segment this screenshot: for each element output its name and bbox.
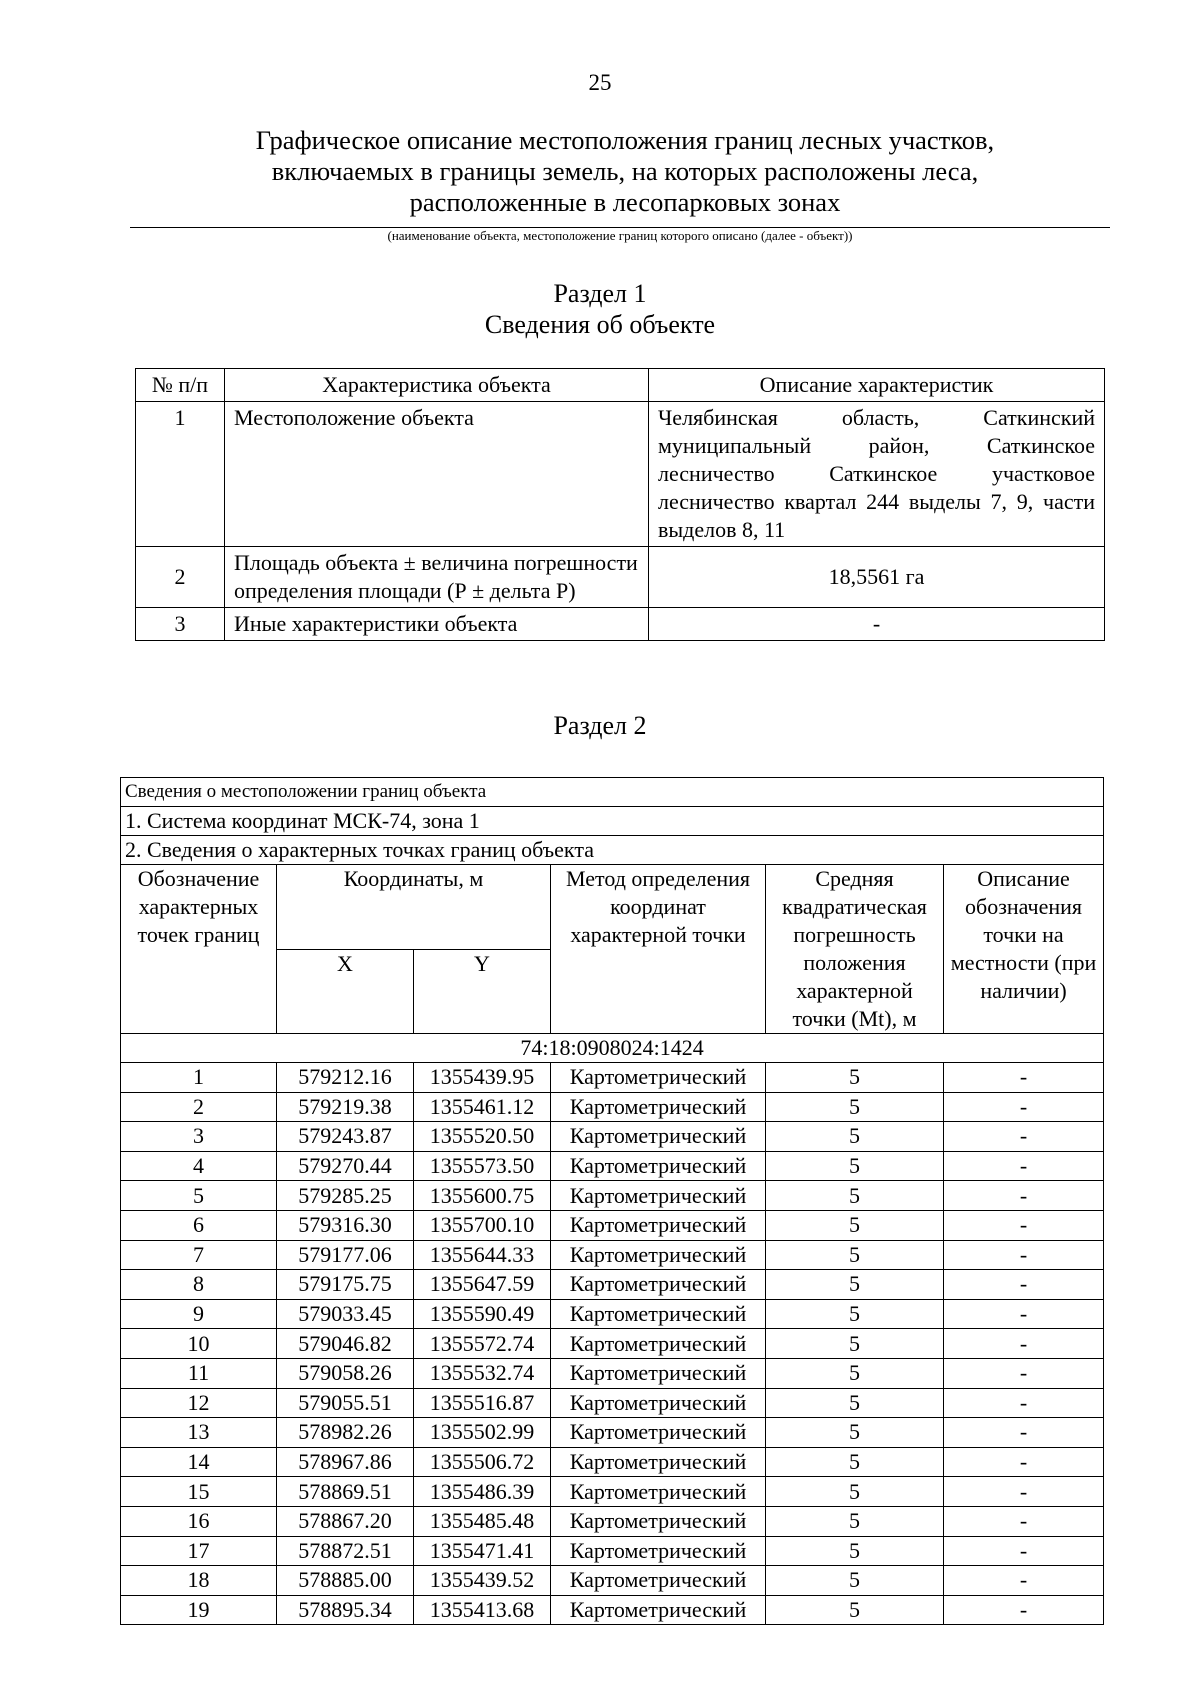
error-cell: 5 — [766, 1210, 944, 1240]
coord-y: 1355461.12 — [414, 1092, 551, 1122]
method-cell: Картометрический — [551, 1151, 766, 1181]
table-row — [136, 402, 1105, 547]
method-cell: Картометрический — [551, 1477, 766, 1507]
table-header-row — [136, 369, 1105, 402]
method-cell: Картометрический — [551, 1506, 766, 1536]
row-description: Челябинская область, Саткинский муниципальный район, Саткинское лесничество Саткинское участковое лесничество квартал 244 выделы 7, 9, части выделов 8, 11 — [649, 402, 1105, 547]
description-cell: - — [944, 1151, 1104, 1181]
section1-subtitle: Сведения об объекте — [484, 310, 716, 339]
description-cell: - — [944, 1388, 1104, 1418]
error-cell: 5 — [766, 1181, 944, 1211]
description-cell: - — [944, 1063, 1104, 1093]
table-row — [136, 608, 1105, 641]
table-row — [121, 1299, 1104, 1329]
description-cell: - — [944, 1122, 1104, 1152]
error-cell: 5 — [766, 1151, 944, 1181]
error-cell: 5 — [766, 1595, 944, 1625]
coordinate-system-row — [121, 807, 1104, 836]
section1-title: Раздел 1 — [553, 279, 647, 308]
row-characteristic: Площадь объекта ± величина погрешности определения площади (Р ± дельта Р) — [225, 547, 649, 608]
coord-x: 579175.75 — [277, 1270, 414, 1300]
method-cell: Картометрический — [551, 1240, 766, 1270]
coord-y: 1355590.49 — [414, 1299, 551, 1329]
coord-x: 579219.38 — [277, 1092, 414, 1122]
description-cell: - — [944, 1536, 1104, 1566]
table-row — [121, 1477, 1104, 1507]
coord-y: 1355647.59 — [414, 1270, 551, 1300]
point-number: 18 — [121, 1566, 277, 1596]
method-cell: Картометрический — [551, 1092, 766, 1122]
coord-x: 579058.26 — [277, 1358, 414, 1388]
description-cell: - — [944, 1181, 1104, 1211]
boundary-points-table — [120, 777, 1104, 1625]
table-row — [121, 1063, 1104, 1093]
point-number: 8 — [121, 1270, 277, 1300]
method-cell: Картометрический — [551, 1358, 766, 1388]
table-row — [121, 1447, 1104, 1477]
method-cell: Картометрический — [551, 1536, 766, 1566]
description-cell: - — [944, 1358, 1104, 1388]
method-cell: Картометрический — [551, 1181, 766, 1211]
description-cell: - — [944, 1270, 1104, 1300]
header-cell-number: № п/п — [136, 369, 225, 402]
coord-y: 1355644.33 — [414, 1240, 551, 1270]
table-row — [121, 1270, 1104, 1300]
error-cell: 5 — [766, 1447, 944, 1477]
description-cell: - — [944, 1566, 1104, 1596]
table-caption: Сведения о местоположении границ объекта — [121, 778, 1104, 807]
coord-x: 578967.86 — [277, 1447, 414, 1477]
row-number: 1 — [136, 402, 225, 547]
point-number: 9 — [121, 1299, 277, 1329]
method-cell: Картометрический — [551, 1447, 766, 1477]
error-cell: 5 — [766, 1063, 944, 1093]
point-number: 1 — [121, 1063, 277, 1093]
method-cell: Картометрический — [551, 1063, 766, 1093]
method-cell: Картометрический — [551, 1210, 766, 1240]
coord-y: 1355572.74 — [414, 1329, 551, 1359]
coord-x: 579285.25 — [277, 1181, 414, 1211]
coord-x: 578885.00 — [277, 1566, 414, 1596]
error-cell: 5 — [766, 1270, 944, 1300]
coord-x: 579243.87 — [277, 1122, 414, 1152]
coord-y: 1355532.74 — [414, 1358, 551, 1388]
coord-y: 1355520.50 — [414, 1122, 551, 1152]
coord-x: 578872.51 — [277, 1536, 414, 1566]
title-line: Графическое описание местоположения границ лесных участков, — [255, 125, 995, 155]
table-row — [136, 547, 1105, 608]
method-cell: Картометрический — [551, 1388, 766, 1418]
coord-y: 1355573.50 — [414, 1151, 551, 1181]
description-cell: - — [944, 1210, 1104, 1240]
table-row — [121, 1595, 1104, 1625]
row-number: 2 — [136, 547, 225, 608]
table-row — [121, 1506, 1104, 1536]
title-caption: (наименование объекта, местоположение границ которого описано (далее - объект)) — [387, 228, 853, 243]
table-row — [121, 1092, 1104, 1122]
point-number: 6 — [121, 1210, 277, 1240]
header-description: Описание обозначения точки на местности (при наличии) — [944, 865, 1104, 1034]
header-cell-description: Описание характеристик — [649, 369, 1105, 402]
coordinate-system: 1. Система координат МСК-74, зона 1 — [121, 807, 1104, 836]
section1-heading — [0, 278, 1200, 340]
coord-y: 1355413.68 — [414, 1595, 551, 1625]
row-number: 3 — [136, 608, 225, 641]
method-cell: Картометрический — [551, 1595, 766, 1625]
error-cell: 5 — [766, 1240, 944, 1270]
error-cell: 5 — [766, 1566, 944, 1596]
point-number: 17 — [121, 1536, 277, 1566]
table-row — [121, 1566, 1104, 1596]
point-number: 5 — [121, 1181, 277, 1211]
point-number: 2 — [121, 1092, 277, 1122]
table-row — [121, 1418, 1104, 1448]
document-title — [150, 125, 1100, 218]
points-title: 2. Сведения о характерных точках границ объекта — [121, 836, 1104, 865]
coord-x: 579046.82 — [277, 1329, 414, 1359]
table-row — [121, 1240, 1104, 1270]
point-number: 13 — [121, 1418, 277, 1448]
error-cell: 5 — [766, 1329, 944, 1359]
error-cell: 5 — [766, 1506, 944, 1536]
error-cell: 5 — [766, 1299, 944, 1329]
coord-y: 1355471.41 — [414, 1536, 551, 1566]
description-cell: - — [944, 1418, 1104, 1448]
header-y: Y — [414, 949, 551, 1034]
point-number: 11 — [121, 1358, 277, 1388]
coord-x: 578869.51 — [277, 1477, 414, 1507]
coord-x: 579212.16 — [277, 1063, 414, 1093]
table-row — [121, 1388, 1104, 1418]
table-row — [121, 1151, 1104, 1181]
header-x: X — [277, 949, 414, 1034]
point-number: 15 — [121, 1477, 277, 1507]
object-info-table — [135, 368, 1105, 641]
description-cell: - — [944, 1092, 1104, 1122]
description-cell: - — [944, 1447, 1104, 1477]
parcel-number: 74:18:0908024:1424 — [121, 1034, 1104, 1063]
table-row — [121, 1329, 1104, 1359]
error-cell: 5 — [766, 1477, 944, 1507]
description-cell: - — [944, 1595, 1104, 1625]
description-cell: - — [944, 1299, 1104, 1329]
coord-y: 1355700.10 — [414, 1210, 551, 1240]
point-number: 3 — [121, 1122, 277, 1152]
header-designation: Обозначение характерных точек границ — [121, 865, 277, 1034]
table-row — [121, 1536, 1104, 1566]
error-cell: 5 — [766, 1358, 944, 1388]
error-cell: 5 — [766, 1122, 944, 1152]
row-description: - — [649, 608, 1105, 641]
point-number: 4 — [121, 1151, 277, 1181]
coord-y: 1355506.72 — [414, 1447, 551, 1477]
coord-y: 1355516.87 — [414, 1388, 551, 1418]
method-cell: Картометрический — [551, 1329, 766, 1359]
error-cell: 5 — [766, 1388, 944, 1418]
points-title-row — [121, 836, 1104, 865]
point-number: 7 — [121, 1240, 277, 1270]
method-cell: Картометрический — [551, 1299, 766, 1329]
coord-y: 1355486.39 — [414, 1477, 551, 1507]
point-number: 16 — [121, 1506, 277, 1536]
header-coordinates: Координаты, м — [277, 865, 551, 950]
coord-x: 578982.26 — [277, 1418, 414, 1448]
row-characteristic: Иные характеристики объекта — [225, 608, 649, 641]
coord-y: 1355485.48 — [414, 1506, 551, 1536]
table-row — [121, 1181, 1104, 1211]
header-error: Средняя квадратическая погрешность положения характерной точки (Mt), м — [766, 865, 944, 1034]
error-cell: 5 — [766, 1536, 944, 1566]
coord-x: 579055.51 — [277, 1388, 414, 1418]
coord-x: 579316.30 — [277, 1210, 414, 1240]
header-cell-characteristic: Характеристика объекта — [225, 369, 649, 402]
coord-y: 1355439.95 — [414, 1063, 551, 1093]
point-number: 12 — [121, 1388, 277, 1418]
title-line: включаемых в границы земель, на которых расположены леса, — [271, 156, 979, 186]
coord-x: 579033.45 — [277, 1299, 414, 1329]
method-cell: Картометрический — [551, 1566, 766, 1596]
error-cell: 5 — [766, 1092, 944, 1122]
table-row — [121, 1122, 1104, 1152]
point-number: 14 — [121, 1447, 277, 1477]
section2-title: Раздел 2 — [553, 711, 647, 740]
method-cell: Картометрический — [551, 1418, 766, 1448]
coord-y: 1355600.75 — [414, 1181, 551, 1211]
method-cell: Картометрический — [551, 1122, 766, 1152]
title-line: расположенные в лесопарковых зонах — [409, 187, 841, 217]
point-number: 19 — [121, 1595, 277, 1625]
description-cell: - — [944, 1240, 1104, 1270]
header-method: Метод определения координат характерной точки — [551, 865, 766, 1034]
page-number: 25 — [588, 70, 612, 95]
coord-x: 578895.34 — [277, 1595, 414, 1625]
error-cell: 5 — [766, 1418, 944, 1448]
row-characteristic: Местоположение объекта — [225, 402, 649, 547]
coord-y: 1355439.52 — [414, 1566, 551, 1596]
table-row — [121, 1210, 1104, 1240]
row-description: 18,5561 га — [649, 547, 1105, 608]
table-row — [121, 1358, 1104, 1388]
coord-x: 579177.06 — [277, 1240, 414, 1270]
coord-x: 578867.20 — [277, 1506, 414, 1536]
table-caption-row — [121, 778, 1104, 807]
coord-x: 579270.44 — [277, 1151, 414, 1181]
coord-y: 1355502.99 — [414, 1418, 551, 1448]
description-cell: - — [944, 1506, 1104, 1536]
description-cell: - — [944, 1477, 1104, 1507]
parcel-row — [121, 1034, 1104, 1063]
table-header-row — [121, 865, 1104, 950]
points-body — [121, 1063, 1104, 1625]
method-cell: Картометрический — [551, 1270, 766, 1300]
description-cell: - — [944, 1329, 1104, 1359]
point-number: 10 — [121, 1329, 277, 1359]
